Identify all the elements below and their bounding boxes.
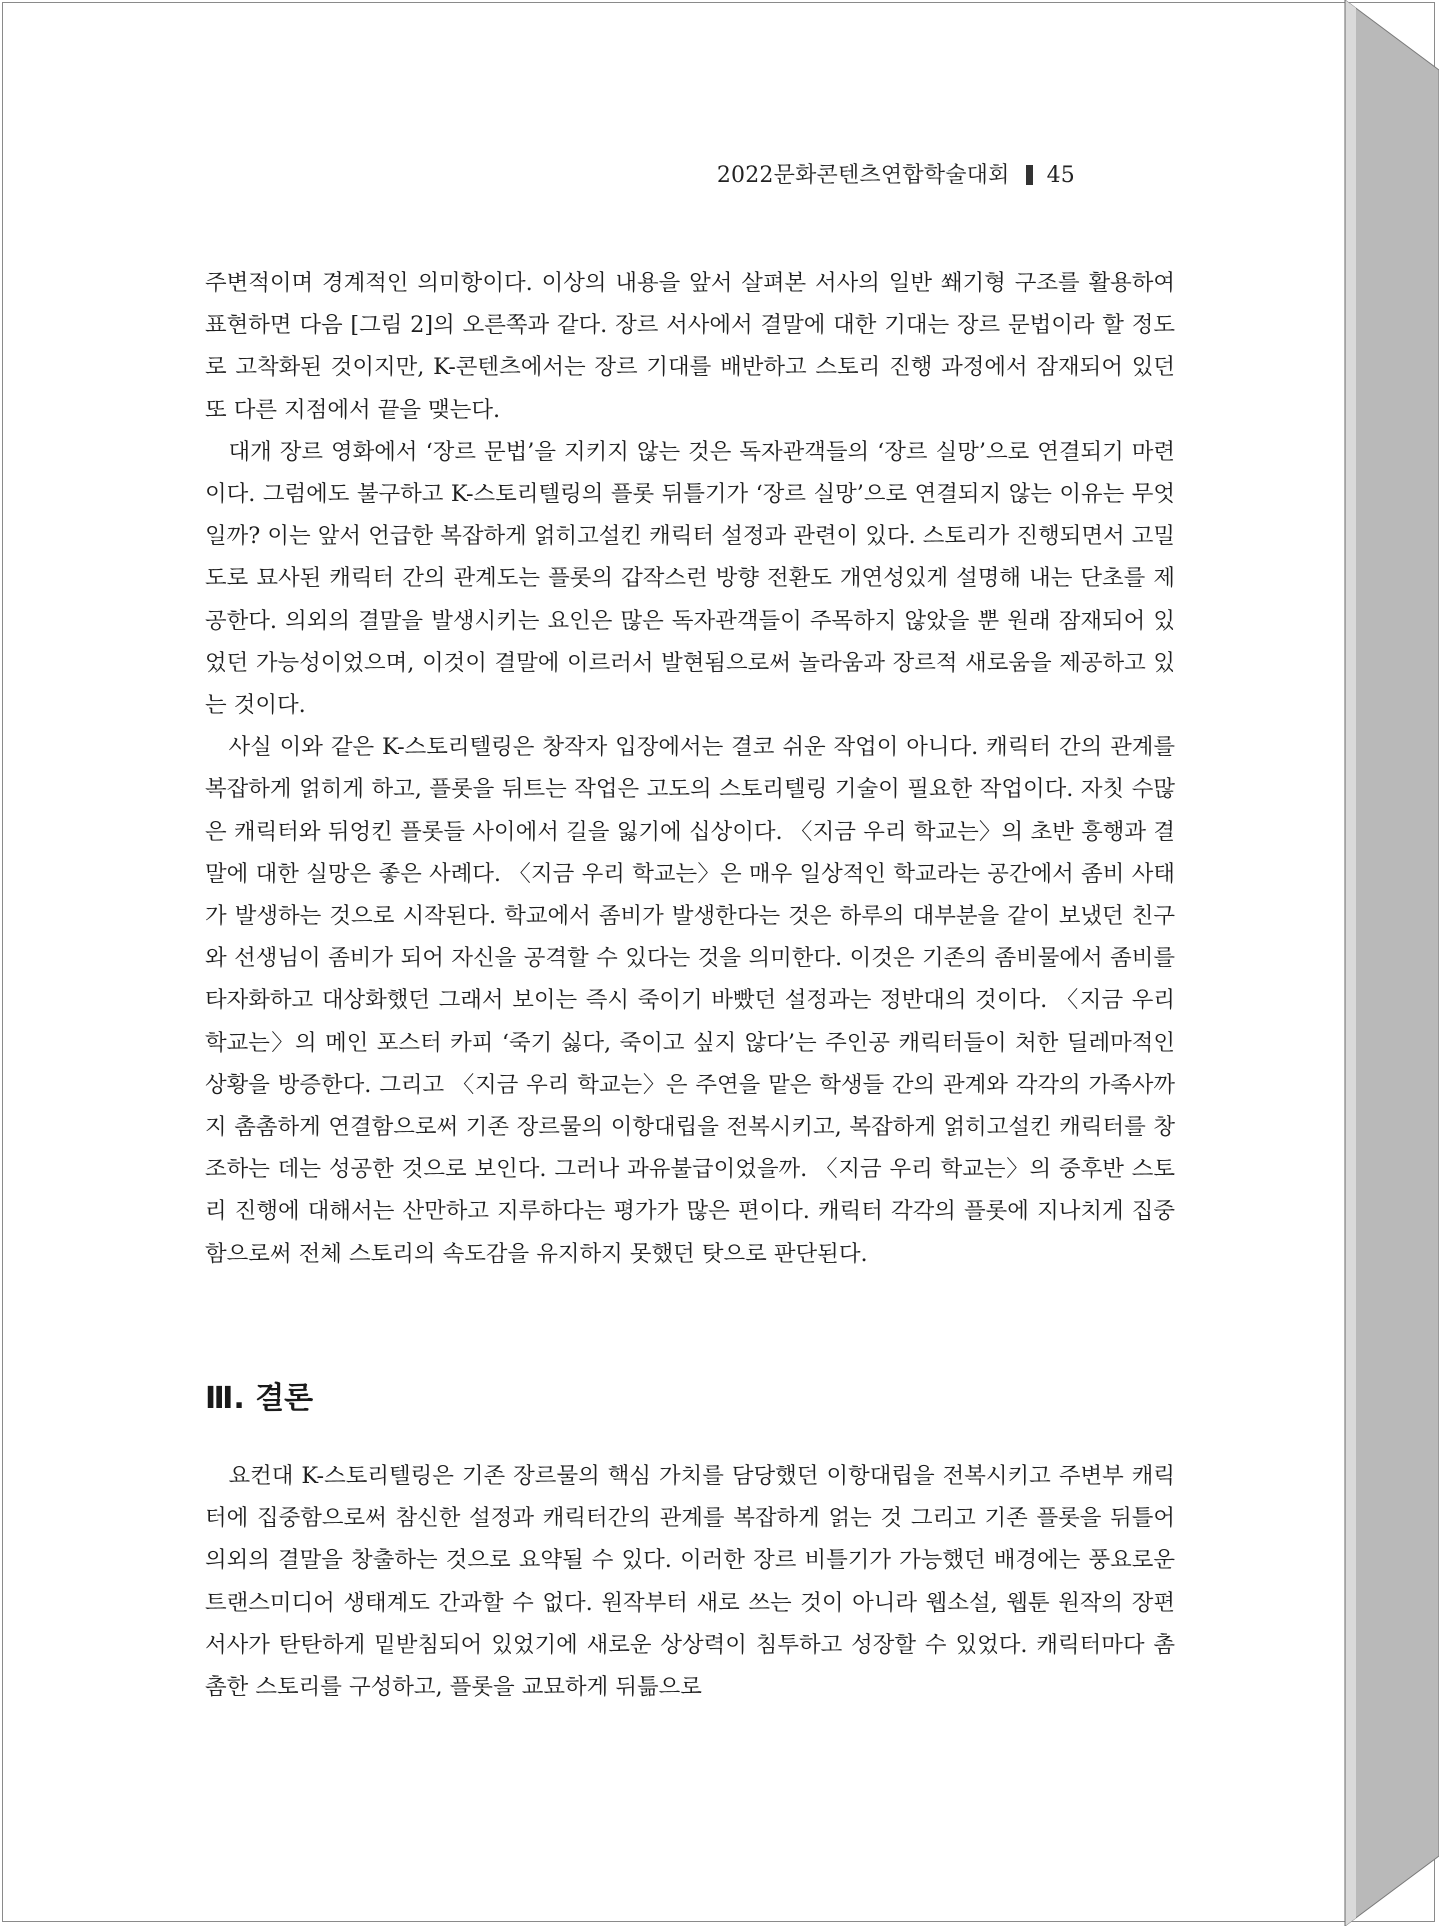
header-divider xyxy=(1026,165,1033,185)
section-heading: Ⅲ. 결론 xyxy=(205,1381,314,1416)
running-header xyxy=(717,158,1075,189)
body-text-section-2 xyxy=(205,262,1175,1275)
conference-title: 2022문화콘텐츠연합학술대회 xyxy=(716,163,1010,188)
paragraph: 주변적이며 경계적인 의미항이다. 이상의 내용을 앞서 살펴본 서사의 일반 쐐기형 구조를 활용하여 표현하면 다음 [그림 2]의 오른쪽과 같다. 장르 서사에서 결말에 대한 기대는 장르 문법이라 할 정도로 고착화된 것이지만, K-콘텐츠에서는 장르 기대를 배반하고 스토리 진행 과정에서 잠재되어 있던 또 다른 지점에서 끝을 맺는다. xyxy=(205,270,1175,423)
paragraph: 요컨대 K-스토리텔링은 기존 장르물의 핵심 가치를 담당했던 이항대립을 전복시키고 주변부 캐릭터에 집중함으로써 참신한 설정과 캐릭터간의 관계를 복잡하게 얽는 것 그리고 기존 플롯을 뒤틀어 의외의 결말을 창출하는 것으로 요약될 수 있다. 이러한 장르 비틀기가 가능했던 배경에는 풍요로운 트랜스미디어 생태계도 간과할 수 없다. 원작부터 새로 쓰는 것이 아니라 웹소설, 웹툰 원작의 장편 서사가 탄탄하게 밑받침되어 있었기에 새로운 상상력이 침투하고 성장할 수 있었다. 캐릭터마다 촘촘한 스토리를 구성하고, 플롯을 교묘하게 뒤틂으로 xyxy=(205,1463,1175,1701)
paragraph: 사실 이와 같은 K-스토리텔링은 창작자 입장에서는 결코 쉬운 작업이 아니다. 캐릭터 간의 관계를 복잡하게 얽히게 하고, 플롯을 뒤트는 작업은 고도의 스토리텔링 기술이 필요한 작업이다. 자칫 수많은 캐릭터와 뒤엉킨 플롯들 사이에서 길을 잃기에 십상이다. 〈지금 우리 학교는〉의 초반 흥행과 결말에 대한 실망은 좋은 사례다. 〈지금 우리 학교는〉은 매우 일상적인 학교라는 공간에서 좀비 사태가 발생하는 것으로 시작된다. 학교에서 좀비가 발생한다는 것은 하루의 대부분을 같이 보냈던 친구와 선생님이 좀비가 되어 자신을 공격할 수 있다는 것을 의미한다. 이것은 기존의 좀비물에서 좀비를 타자화하고 대상화했던 그래서 보이는 즉시 죽이기 바빴던 설정과는 정반대의 것이다. 〈지금 우리 학교는〉의 메인 포스터 카피 ‘죽기 싫다, 죽이고 싶지 않다’는 주인공 캐릭터들이 처한 딜레마적인 상황을 방증한다. 그리고 〈지금 우리 학교는〉은 주연을 맡은 학생들 간의 관계와 각각의 가족사까지 촘촘하게 연결함으로써 기존 장르물의 이항대립을 전복시키고, 복잡하게 얽히고설킨 캐릭터를 창조하는 데는 성공한 것으로 보인다. 그러나 과유불급이었을까. 〈지금 우리 학교는〉의 중후반 스토리 진행에 대해서는 산만하고 지루하다는 평가가 많은 편이다. 캐릭터 각각의 플롯에 지나치게 집중함으로써 전체 스토리의 속도감을 유지하지 못했던 탓으로 판단된다. xyxy=(205,734,1175,1267)
paragraph: 대개 장르 영화에서 ‘장르 문법’을 지키지 않는 것은 독자관객들의 ‘장르 실망’으로 연결되기 마련이다. 그럼에도 불구하고 K-스토리텔링의 플롯 뒤틀기가 ‘장르 실망’으로 연결되지 않는 이유는 무엇일까? 이는 앞서 언급한 복잡하게 얽히고설킨 캐릭터 설정과 관련이 있다. 스토리가 진행되면서 고밀도로 묘사된 캐릭터 간의 관계도는 플롯의 갑작스런 방향 전환도 개연성있게 설명해 내는 단초를 제공한다. 의외의 결말을 발생시키는 요인은 많은 독자관객들이 주목하지 않았을 뿐 원래 잠재되어 있었던 가능성이었으며, 이것이 결말에 이르러서 발현됨으로써 놀라움과 장르적 새로움을 제공하고 있는 것이다. xyxy=(205,438,1175,719)
body-text-conclusion xyxy=(205,1455,1175,1708)
page-number: 45 xyxy=(1046,163,1075,188)
